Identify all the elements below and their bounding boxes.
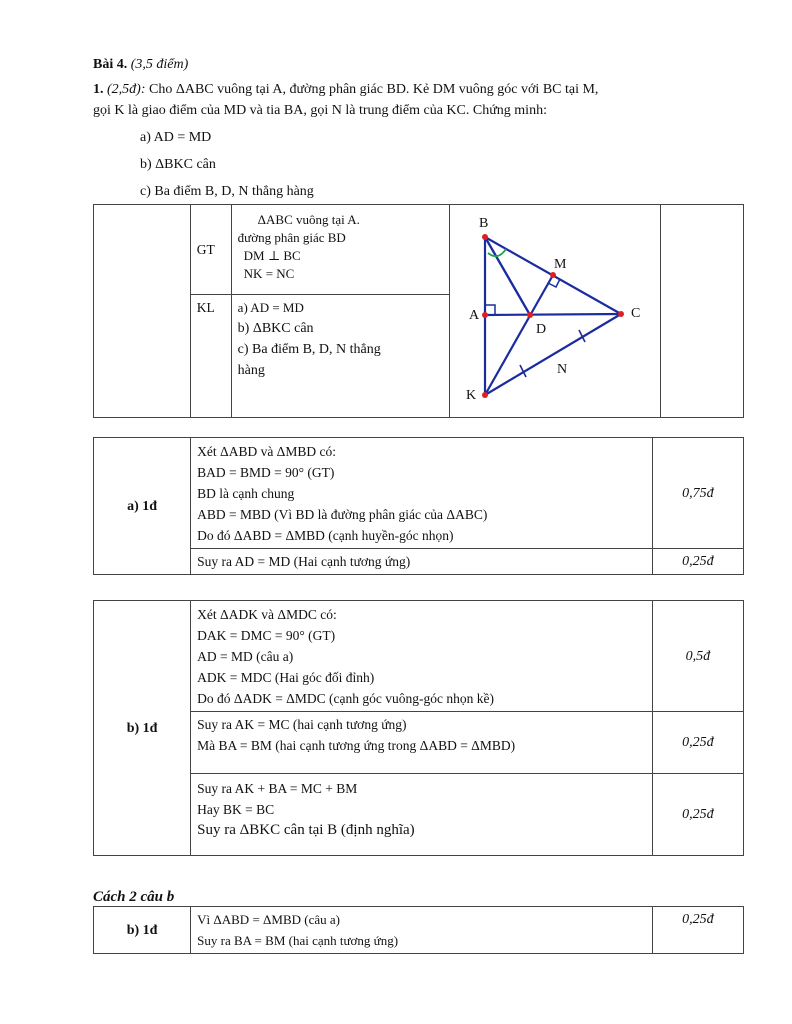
label-k: K <box>466 388 477 403</box>
point-k-icon <box>482 392 488 398</box>
statement-line-2: gọi K là giao điểm của MD và tia BA, gọi N là trung điểm của KC. Chứng minh: <box>93 103 547 118</box>
gt-content <box>231 205 450 295</box>
kl-label: KL <box>190 295 231 418</box>
point-b-icon <box>482 234 488 240</box>
gt-line: ΔABC vuông tại A. <box>257 212 360 227</box>
label-c: C <box>631 306 641 321</box>
task-a: a) AD = MD <box>140 130 212 145</box>
exercise-heading <box>93 57 188 73</box>
kl-content <box>231 295 450 418</box>
proof-line: ABD = MBD (Vì BD là đường phân giác của ΔABC) <box>197 507 488 522</box>
part-a-table <box>93 437 744 575</box>
part-b-block-3 <box>191 774 653 856</box>
point-a-icon <box>482 312 488 318</box>
kl-line: c) Ba điểm B, D, N thẳng <box>237 342 381 357</box>
part-a-score-2: 0,25đ <box>652 549 743 575</box>
label-m: M <box>554 257 567 272</box>
proof-line: Suy ra AK = MC (hai cạnh tương ứng) <box>197 717 407 732</box>
gt-label: GT <box>190 205 231 295</box>
triangle-figure <box>450 205 660 417</box>
angle-arc-b-icon <box>488 249 506 256</box>
proof-line: Suy ra ΔBKC cân tại B (định nghĩa) <box>197 822 415 838</box>
alt-proof <box>191 907 653 954</box>
alt-heading: Cách 2 câu b <box>93 889 175 905</box>
label-n: N <box>557 362 568 377</box>
proof-line: Hay BK = BC <box>197 802 275 817</box>
task-b: b) ΔBKC cân <box>140 157 216 172</box>
gt-line: NK = NC <box>243 266 295 281</box>
empty-left-cell <box>94 205 191 418</box>
kl-line: a) AD = MD <box>237 300 304 315</box>
alt-score: 0,25đ <box>652 907 743 954</box>
proof-line: Suy ra BA = BM (hai cạnh tương ứng) <box>197 933 399 948</box>
proof-line: Suy ra AK + BA = MC + BM <box>197 781 358 796</box>
given-table <box>93 204 744 418</box>
part-a-proof <box>191 438 653 549</box>
point-d-icon <box>527 312 533 318</box>
part-a-score-1: 0,75đ <box>652 438 743 549</box>
exercise-points: (3,5 điểm) <box>130 57 189 72</box>
proof-line: BD là cạnh chung <box>197 486 295 501</box>
label-d: D <box>536 322 547 337</box>
exercise-title: Bài 4. <box>93 57 128 72</box>
point-c-icon <box>618 311 624 317</box>
label-a: A <box>469 308 480 323</box>
figure-cell <box>450 205 661 418</box>
part-a-label: a) 1đ <box>94 438 191 575</box>
segment-kc <box>485 314 621 395</box>
proof-line: Xét ΔABD và ΔMBD có: <box>197 444 336 459</box>
alt-label: b) 1đ <box>94 907 191 954</box>
kl-line: b) ΔBKC cân <box>237 321 314 336</box>
alt-table <box>93 906 744 954</box>
point-m-icon <box>550 272 556 278</box>
proof-line: DAK = DMC = 90° (GT) <box>197 628 336 643</box>
task-c: c) Ba điểm B, D, N thẳng hàng <box>140 184 314 199</box>
proof-line: ADK = MDC (Hai góc đối đỉnh) <box>197 670 375 685</box>
proof-line: Mà BA = BM (hai cạnh tương ứng trong ΔABD = ΔMBD) <box>197 738 516 753</box>
part-b-score-1: 0,5đ <box>652 601 743 712</box>
statement-line-1: Cho ΔABC vuông tại A, đường phân giác BD. Kẻ DM vuông góc với BC tại M, <box>149 82 599 97</box>
part-b-score-2: 0,25đ <box>652 712 743 774</box>
proof-line: Do đó ΔABD = ΔMBD (cạnh huyền-góc nhọn) <box>197 528 454 543</box>
proof-line: Do đó ΔADK = ΔMDC (cạnh góc vuông-góc nhọn kề) <box>197 691 494 706</box>
part-b-label: b) 1đ <box>94 601 191 856</box>
part-a-conclusion: Suy ra AD = MD (Hai cạnh tương ứng) <box>191 549 653 575</box>
empty-right-cell <box>661 205 744 418</box>
part-b-block-2 <box>191 712 653 774</box>
segment-ac <box>485 314 621 315</box>
problem-line-1 <box>93 82 598 98</box>
gt-line: DM ⊥ BC <box>243 248 301 263</box>
part-b-score-3: 0,25đ <box>652 774 743 856</box>
kl-line: hàng <box>237 363 265 378</box>
proof-line: AD = MD (câu a) <box>197 649 294 664</box>
part-b-block-1 <box>191 601 653 712</box>
part-b-table <box>93 600 744 856</box>
part-points: (2,5đ): <box>107 82 146 97</box>
label-b: B <box>479 216 489 231</box>
part-number: 1. <box>93 82 104 97</box>
proof-line: BAD = BMD = 90° (GT) <box>197 465 335 480</box>
proof-line: Xét ΔADK và ΔMDC có: <box>197 607 337 622</box>
gt-line: đường phân giác BD <box>237 230 346 245</box>
proof-line: Vì ΔABD = ΔMBD (câu a) <box>197 912 340 927</box>
